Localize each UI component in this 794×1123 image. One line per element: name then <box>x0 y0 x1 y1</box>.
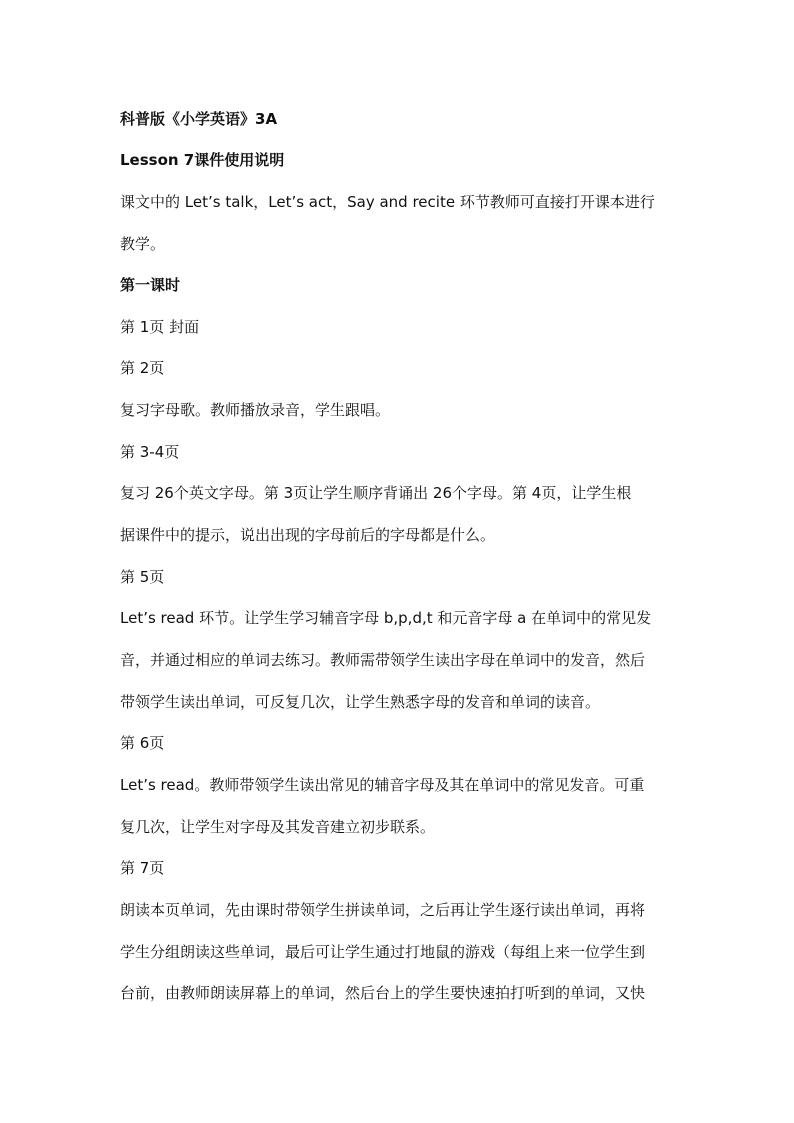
page-heading: 第 1页 封面 <box>120 318 200 336</box>
paragraph-line: Let’s read 环节。让学生学习辅音字母 b,p,d,t 和元音字母 a 在单词中的常见发 <box>120 609 652 627</box>
paragraph-line: 朗读本页单词，先由课时带领学生拼读单词，之后再让学生逐行读出单词，再将 <box>120 901 646 919</box>
paragraph-line: 带领学生读出单词，可反复几次，让学生熟悉字母的发音和单词的读音。 <box>120 693 601 711</box>
paragraph-line: 音，并通过相应的单词去练习。教师需带领学生读出字母在单词中的发音，然后 <box>120 651 646 669</box>
paragraph-line: 教学。 <box>120 235 166 253</box>
document-subtitle: Lesson 7课件使用说明 <box>120 151 285 169</box>
page-heading: 第 2页 <box>120 359 165 377</box>
document-title: 科普版《小学英语》3A <box>120 110 278 128</box>
paragraph-line: 复几次，让学生对字母及其发音建立初步联系。 <box>120 818 436 836</box>
section-heading: 第一课时 <box>120 276 181 294</box>
paragraph-line: 复习 26个英文字母。第 3页让学生顺序背诵出 26个字母。第 4页，让学生根 <box>120 484 632 502</box>
page-heading: 第 3-4页 <box>120 443 180 461</box>
page-heading: 第 7页 <box>120 859 165 877</box>
paragraph-line: 台前，由教师朗读屏幕上的单词，然后台上的学生要快速拍打听到的单词，又快 <box>120 984 646 1002</box>
paragraph-line: 课文中的 Let’s talk，Let’s act，Say and recite 环节教师可直接打开课本进行 <box>120 193 655 211</box>
paragraph-line: 学生分组朗读这些单词，最后可让学生通过打地鼠的游戏（每组上来一位学生到 <box>120 943 646 961</box>
page-heading: 第 5页 <box>120 568 165 586</box>
page-heading: 第 6页 <box>120 734 165 752</box>
paragraph-line: 据课件中的提示，说出出现的字母前后的字母都是什么。 <box>120 526 496 544</box>
paragraph-line: Let’s read。教师带领学生读出常见的辅音字母及其在单词中的常见发音。可重 <box>120 776 645 794</box>
paragraph-line: 复习字母歌。教师播放录音，学生跟唱。 <box>120 401 391 419</box>
